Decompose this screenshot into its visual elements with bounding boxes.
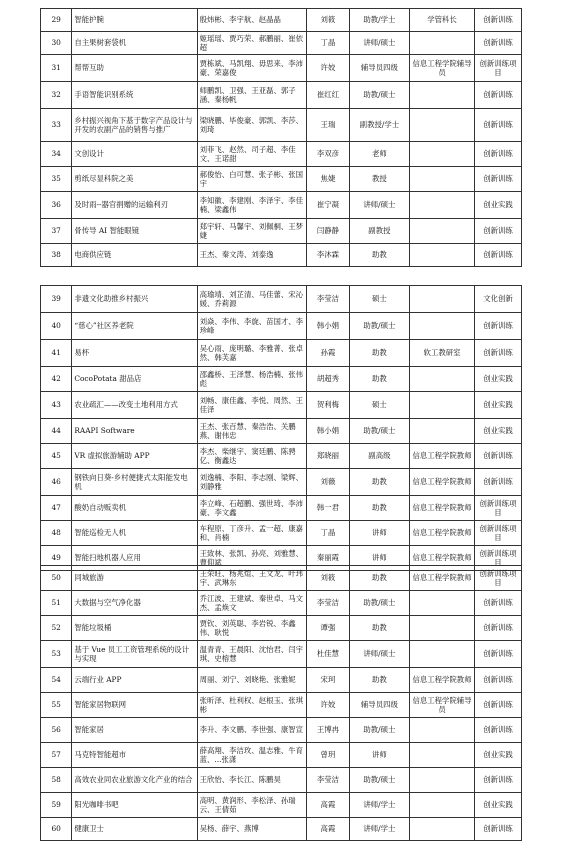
project-type-cell: 创新训练项目: [474, 521, 521, 546]
project-name-cell: “慈心”社区养老院: [72, 313, 197, 340]
project-name-cell: 智能巡检无人机: [72, 521, 197, 546]
row-number-cell: 33: [41, 109, 72, 142]
advisor-position-cell: [410, 167, 475, 192]
members-cell: 温青青、王晨阳、沈怡君、闫宇琪、史榕慧: [197, 641, 307, 668]
members-cell: 邵鑫桥、王泽慧、杨浩楠、张伟彪: [197, 367, 307, 392]
advisor-cell: 杜佳慧: [307, 641, 350, 668]
members-cell: 周丽、刘宁、刘晓艳、张雅妮: [197, 668, 307, 693]
advisor-position-cell: [410, 591, 475, 616]
advisor-position-cell: [410, 641, 475, 668]
advisor-cell: 焦婕: [307, 167, 350, 192]
advisor-cell: 谭强: [307, 616, 350, 641]
table-row: [41, 743, 522, 768]
project-type-cell: 创新训练: [474, 32, 521, 55]
row-number-cell: 54: [41, 668, 72, 693]
advisor-cell: 高霞: [307, 793, 350, 818]
project-name-cell: 乡村振兴视角下基于数字产品设计与开发的农副产品的销售与推广: [72, 109, 197, 142]
project-type-cell: 创新训练: [474, 718, 521, 743]
advisor-cell: 刘筱: [307, 9, 350, 32]
members-cell: 张昕泽、杜利权、赵根玉、张琪彬: [197, 693, 307, 718]
row-number-cell: 55: [41, 693, 72, 718]
members-cell: 高明、黄润形、李松泽、孙瑞云、王倩茹: [197, 793, 307, 818]
project-type-cell: 创新训练项目: [474, 546, 521, 571]
project-name-cell: 大数据与空气净化器: [72, 591, 197, 616]
row-number-cell: 30: [41, 32, 72, 55]
row-number-cell: 34: [41, 142, 72, 167]
project-name-cell: 自主果树套袋机: [72, 32, 197, 55]
project-name-cell: 酸奶自动贩卖机: [72, 496, 197, 521]
members-cell: 王致林、张凯、孙亮、刘雅慧、曹仰斌: [197, 546, 307, 571]
row-number-cell: 29: [41, 9, 72, 32]
members-cell: 梁晓鹏、毕俊豪、郭凯、李莎、刘琦: [197, 109, 307, 142]
advisor-cell: 宋珂: [307, 668, 350, 693]
table-row: [41, 668, 522, 693]
table-row: [41, 244, 522, 267]
advisor-position-cell: [410, 367, 475, 392]
members-cell: 刘逸楠、李阳、李志刚、梁辉、刘静雅: [197, 469, 307, 496]
advisor-cell: 李沐霖: [307, 244, 350, 267]
project-name-cell: 智能扫地机器人应用: [72, 546, 197, 571]
advisor-cell: 闫静静: [307, 219, 350, 244]
project-name-cell: 手语智能识别系统: [72, 82, 197, 109]
members-cell: 吴心雨、庞明璐、李雅菁、张卓然、韩芙嘉: [197, 340, 307, 367]
advisor-position-cell: [410, 286, 475, 313]
table-row: [41, 367, 522, 392]
row-number-cell: 43: [41, 392, 72, 419]
project-name-cell: 骨传导 AI 智能眼镜: [72, 219, 197, 244]
project-name-cell: 及时雨--器官捐赠的运输利刃: [72, 192, 197, 219]
advisor-position-cell: [410, 219, 475, 244]
advisor-title-cell: 副教授/学士: [349, 109, 409, 142]
advisor-title-cell: 助教: [349, 496, 409, 521]
project-table-section-3: [40, 565, 522, 841]
advisor-title-cell: 助教/硕士: [349, 313, 409, 340]
project-name-cell: 同城旅游: [72, 566, 197, 591]
table-row: [41, 616, 522, 641]
project-type-cell: 创新训练: [474, 142, 521, 167]
advisor-position-cell: [410, 419, 475, 444]
project-type-cell: 创新训练: [474, 219, 521, 244]
advisor-title-cell: 助教/硕士: [349, 768, 409, 793]
table-row: [41, 496, 522, 521]
advisor-title-cell: 副高级: [349, 444, 409, 469]
members-cell: 殷炜彬、李宇航、赵晶晶: [197, 9, 307, 32]
row-number-cell: 52: [41, 616, 72, 641]
project-type-cell: 创新训练: [474, 167, 521, 192]
advisor-title-cell: 讲师/硕士: [349, 32, 409, 55]
row-number-cell: 31: [41, 55, 72, 82]
table-row: [41, 286, 522, 313]
advisor-position-cell: [410, 392, 475, 419]
project-type-cell: 创新训练: [474, 82, 521, 109]
advisor-title-cell: 讲师/学士: [349, 793, 409, 818]
project-name-cell: 文创设计: [72, 142, 197, 167]
advisor-title-cell: 助教: [349, 566, 409, 591]
advisor-title-cell: 辅导员四级: [349, 693, 409, 718]
table-row: [41, 9, 522, 32]
project-name-cell: 非遗文化助推乡村振兴: [72, 286, 197, 313]
project-name-cell: 智能垃圾桶: [72, 616, 197, 641]
advisor-position-cell: [410, 818, 475, 841]
advisor-position-cell: [410, 244, 475, 267]
row-number-cell: 50: [41, 566, 72, 591]
project-type-cell: 创新训练: [474, 591, 521, 616]
project-name-cell: 帮帮互助: [72, 55, 197, 82]
row-number-cell: 45: [41, 444, 72, 469]
advisor-position-cell: 信息工程学院教师: [410, 546, 475, 571]
table-row: [41, 55, 522, 82]
table-row: [41, 32, 522, 55]
members-cell: 李立峰、石超鹏、强世琦、李沛豪、李文鑫: [197, 496, 307, 521]
advisor-cell: 王瑞: [307, 109, 350, 142]
table-row: [41, 591, 522, 616]
members-cell: 刘焱、李伟、李旋、苗国才、李珍峰: [197, 313, 307, 340]
project-type-cell: 创新训练: [474, 616, 521, 641]
members-cell: 李知徽、李建刚、李泽宇、李佳楠、梁鑫伟: [197, 192, 307, 219]
advisor-cell: 刘薇: [307, 469, 350, 496]
table-row: [41, 818, 522, 841]
project-name-cell: 阳光咖啡书吧: [72, 793, 197, 818]
advisor-position-cell: 信息工程学院教师: [410, 469, 475, 496]
advisor-title-cell: 讲师: [349, 743, 409, 768]
members-cell: 师鹏凯、卫强、王亚磊、郭子涵、秦杨帆: [197, 82, 307, 109]
advisor-title-cell: 讲师: [349, 546, 409, 571]
advisor-cell: 丁晶: [307, 521, 350, 546]
advisor-title-cell: 硕士: [349, 392, 409, 419]
members-cell: 王荣旺、杨兆煊、王文龙、叶玮宇、武琳东: [197, 566, 307, 591]
advisor-cell: 韩一君: [307, 496, 350, 521]
row-number-cell: 38: [41, 244, 72, 267]
row-number-cell: 40: [41, 313, 72, 340]
advisor-cell: 郑晓丽: [307, 444, 350, 469]
advisor-cell: 韩小娟: [307, 419, 350, 444]
advisor-title-cell: 助教/硕士: [349, 718, 409, 743]
table-row: [41, 109, 522, 142]
project-table-section-2: [40, 285, 522, 571]
members-cell: 王欣怡、李长江、陈鹏昊: [197, 768, 307, 793]
advisor-title-cell: 辅导员四级: [349, 55, 409, 82]
advisor-position-cell: [410, 313, 475, 340]
project-name-cell: 农业疏汇——改变土地利用方式: [72, 392, 197, 419]
members-cell: 薛高翔、李洁玫、温志雅、牛育蓝、...张潇: [197, 743, 307, 768]
table-row: [41, 340, 522, 367]
table-row: [41, 469, 522, 496]
advisor-title-cell: 讲师/硕士: [349, 641, 409, 668]
project-name-cell: 智能家居: [72, 718, 197, 743]
advisor-cell: 韩小娟: [307, 313, 350, 340]
table-row: [41, 641, 522, 668]
table-row: [41, 768, 522, 793]
advisor-cell: 崔红红: [307, 82, 350, 109]
project-type-cell: 创业实践: [474, 793, 521, 818]
advisor-title-cell: 硕士: [349, 286, 409, 313]
project-name-cell: 智能家居物联网: [72, 693, 197, 718]
table-row: [41, 566, 522, 591]
advisor-position-cell: 信息工程学院教师: [410, 496, 475, 521]
row-number-cell: 51: [41, 591, 72, 616]
advisor-cell: 曾玥: [307, 743, 350, 768]
project-name-cell: 云端行业 APP: [72, 668, 197, 693]
table-row: [41, 718, 522, 743]
members-cell: 贾栋斌、马凯翔、毋思来、李沛豪、荣嘉俊: [197, 55, 307, 82]
advisor-cell: 李莹洁: [307, 286, 350, 313]
advisor-cell: 胡超秀: [307, 367, 350, 392]
members-cell: 刘菲飞、赵然、司子超、李佳文、王诺甜: [197, 142, 307, 167]
advisor-position-cell: [410, 109, 475, 142]
project-type-cell: 创业实践: [474, 419, 521, 444]
table-row: [41, 82, 522, 109]
project-name-cell: RAAPI Software: [72, 419, 197, 444]
advisor-cell: 丁晶: [307, 32, 350, 55]
project-type-cell: 创业实践: [474, 367, 521, 392]
advisor-position-cell: 信息工程学院辅导员: [410, 55, 475, 82]
advisor-position-cell: [410, 192, 475, 219]
advisor-position-cell: 软工教研室: [410, 340, 475, 367]
row-number-cell: 42: [41, 367, 72, 392]
table-row: [41, 142, 522, 167]
advisor-cell: 孙霞: [307, 340, 350, 367]
project-name-cell: VR 虚拟旅游辅助 APP: [72, 444, 197, 469]
project-type-cell: 创新训练: [474, 818, 521, 841]
table-row: [41, 219, 522, 244]
table-row: [41, 444, 522, 469]
advisor-position-cell: [410, 32, 475, 55]
members-cell: 王杰、张百慧、秦浩浩、关鹏燕、谢伟忠: [197, 419, 307, 444]
table-row: [41, 419, 522, 444]
project-table-section-1: [40, 8, 522, 267]
project-type-cell: 创新训练: [474, 109, 521, 142]
advisor-position-cell: 信息工程学院教师: [410, 668, 475, 693]
project-type-cell: 创新训练: [474, 469, 521, 496]
project-type-cell: 创新训练项目: [474, 496, 521, 521]
advisor-position-cell: [410, 616, 475, 641]
project-name-cell: 易杯: [72, 340, 197, 367]
project-name-cell: 剪纸尽显科院之美: [72, 167, 197, 192]
advisor-cell: 王博冉: [307, 718, 350, 743]
advisor-cell: 崔宁凝: [307, 192, 350, 219]
advisor-title-cell: 讲师: [349, 521, 409, 546]
members-cell: 李杰、柴继宇、窦廷鹏、陈骋亿、衡鑫达: [197, 444, 307, 469]
advisor-title-cell: 助教/硕士: [349, 591, 409, 616]
advisor-position-cell: [410, 793, 475, 818]
row-number-cell: 60: [41, 818, 72, 841]
advisor-title-cell: 讲师/学士: [349, 818, 409, 841]
advisor-position-cell: 信息工程学院教师: [410, 521, 475, 546]
advisor-title-cell: 助教: [349, 340, 409, 367]
members-cell: 王杰、秦文涛、刘泰逸: [197, 244, 307, 267]
members-cell: 贾钦、刘英聪、李岩锐、李鑫伟、耿悦: [197, 616, 307, 641]
members-cell: 姬瑶瑶、贾巧荣、郝鹏丽、崔依超: [197, 32, 307, 55]
table-row: [41, 693, 522, 718]
advisor-cell: 李双彦: [307, 142, 350, 167]
advisor-title-cell: 助教: [349, 367, 409, 392]
members-cell: 乔江波、王建斌、秦世卓、马文杰、孟焕文: [197, 591, 307, 616]
row-number-cell: 39: [41, 286, 72, 313]
project-name-cell: 电商供应链: [72, 244, 197, 267]
project-type-cell: 创新训练: [474, 444, 521, 469]
project-type-cell: 创新训练: [474, 641, 521, 668]
advisor-position-cell: [410, 743, 475, 768]
table-row: [41, 521, 522, 546]
advisor-title-cell: 助教/学士: [349, 9, 409, 32]
advisor-cell: 李莹洁: [307, 591, 350, 616]
project-type-cell: 创新训练项目: [474, 55, 521, 82]
members-cell: 郑宇轩、马馨宇、刘佩桐、王梦婕: [197, 219, 307, 244]
advisor-cell: 刘筱: [307, 566, 350, 591]
project-type-cell: 创新训练: [474, 244, 521, 267]
advisor-position-cell: [410, 718, 475, 743]
row-number-cell: 58: [41, 768, 72, 793]
advisor-cell: 高霞: [307, 818, 350, 841]
advisor-cell: 许姣: [307, 55, 350, 82]
advisor-title-cell: 教授: [349, 167, 409, 192]
project-name-cell: 基于 Vue 员工工资管理系统的设计与实现: [72, 641, 197, 668]
advisor-position-cell: 信息工程学院教师: [410, 444, 475, 469]
row-number-cell: 35: [41, 167, 72, 192]
project-type-cell: 创业实践: [474, 192, 521, 219]
table-row: [41, 392, 522, 419]
project-type-cell: 创新训练项目: [474, 566, 521, 591]
row-number-cell: 48: [41, 521, 72, 546]
advisor-position-cell: 信息工程学院辅导员: [410, 693, 475, 718]
row-number-cell: 49: [41, 546, 72, 571]
row-number-cell: 57: [41, 743, 72, 768]
row-number-cell: 32: [41, 82, 72, 109]
members-cell: 郝俊怡、白可慧、张子彬、张国宇: [197, 167, 307, 192]
project-type-cell: 创业实践: [474, 743, 521, 768]
advisor-position-cell: [410, 142, 475, 167]
row-number-cell: 44: [41, 419, 72, 444]
project-type-cell: 创新训练: [474, 9, 521, 32]
row-number-cell: 46: [41, 469, 72, 496]
project-type-cell: 创新训练: [474, 668, 521, 693]
table-row: [41, 192, 522, 219]
advisor-cell: 贺利梅: [307, 392, 350, 419]
advisor-cell: 许姣: [307, 693, 350, 718]
project-name-cell: 高效农业同农业旅游文化产业的结合: [72, 768, 197, 793]
advisor-title-cell: 助教: [349, 668, 409, 693]
project-type-cell: 创新训练: [474, 313, 521, 340]
members-cell: 吴杨、薛宇、燕博: [197, 818, 307, 841]
advisor-position-cell: 学管科长: [410, 9, 475, 32]
advisor-position-cell: [410, 768, 475, 793]
advisor-title-cell: 助教: [349, 469, 409, 496]
advisor-title-cell: 助教/硕士: [349, 419, 409, 444]
row-number-cell: 53: [41, 641, 72, 668]
project-name-cell: 智能护腕: [72, 9, 197, 32]
members-cell: 刘畅、康佳鑫、李悦、周然、王佳泽: [197, 392, 307, 419]
row-number-cell: 37: [41, 219, 72, 244]
row-number-cell: 56: [41, 718, 72, 743]
project-type-cell: 创新训练: [474, 693, 521, 718]
project-name-cell: 马克特智能超市: [72, 743, 197, 768]
advisor-cell: 李莹洁: [307, 768, 350, 793]
row-number-cell: 36: [41, 192, 72, 219]
members-cell: 李升、李文鹏、李世强、康智宣: [197, 718, 307, 743]
project-name-cell: 健康卫士: [72, 818, 197, 841]
advisor-title-cell: 副教授: [349, 219, 409, 244]
advisor-title-cell: 助教: [349, 244, 409, 267]
row-number-cell: 41: [41, 340, 72, 367]
advisor-cell: 秦丽霞: [307, 546, 350, 571]
table-row: [41, 793, 522, 818]
table-row: [41, 313, 522, 340]
project-name-cell: 钢铁向日葵-乡村便捷式太阳能发电机: [72, 469, 197, 496]
advisor-position-cell: 信息工程学院教师: [410, 566, 475, 591]
advisor-title-cell: 老师: [349, 142, 409, 167]
advisor-title-cell: 讲师/硕士: [349, 192, 409, 219]
project-type-cell: 创新训练: [474, 768, 521, 793]
row-number-cell: 47: [41, 496, 72, 521]
project-name-cell: CocoPotata 甜品店: [72, 367, 197, 392]
members-cell: 车程原、丁彦升、孟一超、康嘉和、肖楠: [197, 521, 307, 546]
advisor-title-cell: 助教/硕士: [349, 82, 409, 109]
advisor-position-cell: [410, 82, 475, 109]
members-cell: 高瑜靖、刘芷清、马佳蕾、宋沁媛、乔莉源: [197, 286, 307, 313]
project-type-cell: 创业实践: [474, 392, 521, 419]
advisor-title-cell: 助教: [349, 616, 409, 641]
project-type-cell: 文化创新: [474, 286, 521, 313]
project-type-cell: 创新训练: [474, 340, 521, 367]
row-number-cell: 59: [41, 793, 72, 818]
table-row: [41, 167, 522, 192]
